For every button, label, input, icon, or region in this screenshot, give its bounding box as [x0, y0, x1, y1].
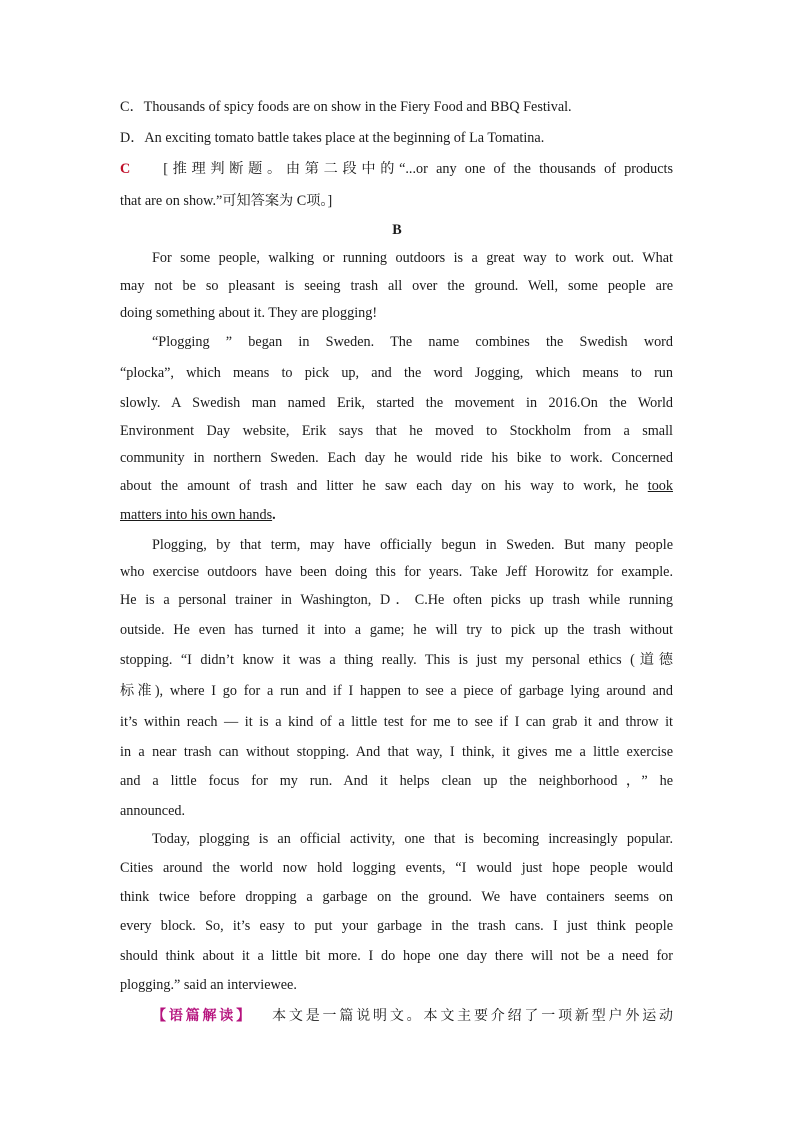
text-line: every block. So, it’s easy to put your garbage in the trash cans. I just think people: [120, 918, 673, 934]
text-line: “Plogging ” began in Sweden. The name combines the Swedish word: [152, 334, 673, 350]
text-line: 标准), where I go for a run and if I happen to see a piece of garbage lying around and: [120, 683, 673, 699]
text-line: For some people, walking or running outdoors is a great way to work out. What: [152, 250, 673, 266]
text-line: slowly. A Swedish man named Erik, started the movement in 2016.On the World: [120, 395, 673, 411]
text-line: Cities around the world now hold logging events, “I would just hope people would: [120, 860, 673, 876]
text-line: plogging.” said an interviewee.: [120, 977, 297, 993]
analysis-line: [152, 1006, 673, 1026]
answer-explanation-2: that are on show.”可知答案为 C项。]: [120, 193, 333, 209]
text-line: may not be so pleasant is seeing trash all over the ground. Well, some people are: [120, 278, 673, 294]
underlined-phrase: matters into his own hands: [120, 507, 273, 523]
text-line: who exercise outdoors have been doing this for years. Take Jeff Horowitz for example.: [120, 564, 673, 580]
analysis-tag: 【语篇解读】: [152, 1008, 253, 1024]
text-line: “plocka”, which means to pick up, and the word Jogging, which means to run: [120, 365, 673, 381]
text-line: Plogging, by that term, may have officially begun in Sweden. But many people: [152, 537, 673, 553]
text-line: [120, 505, 673, 525]
text-line: think twice before dropping a garbage on the ground. We have containers seems on: [120, 889, 673, 905]
text-line: [120, 476, 673, 496]
answer-explanation-1: [推理判断题。由第二段中的“...or any one of the thousands of products: [163, 161, 673, 177]
text-line: community in northern Sweden. Each day he would ride his bike to work. Concerned: [120, 450, 673, 466]
section-title: B: [392, 222, 402, 238]
text-line: in a near trash can without stopping. And that way, I think, it gives me a little exercise: [120, 744, 673, 760]
option-d: D．An exciting tomato battle takes place at the beginning of La Tomatina.: [120, 130, 545, 146]
text-line: Environment Day website, Erik says that he moved to Stockholm from a small: [120, 423, 673, 439]
text-line: it’s within reach — it is a kind of a little test for me to see if I can grab it and throw it: [120, 714, 673, 730]
answer-letter: C: [120, 161, 131, 177]
underlined-phrase: took: [647, 478, 673, 494]
text-line: should think about it a little bit more. I do hope one day there will not be a need for: [120, 948, 673, 964]
text-line: doing something about it. They are plogging!: [120, 305, 378, 321]
period: .: [272, 507, 276, 523]
answer-line-1: [120, 159, 673, 179]
text-line: He is a personal trainer in Washington, D．C.He often picks up trash while running: [120, 592, 673, 608]
option-c: C．Thousands of spicy foods are on show in the Fiery Food and BBQ Festival.: [120, 99, 572, 115]
text-line-content: about the amount of trash and litter he saw each day on his way to work, he took: [120, 478, 673, 494]
text-line: Today, plogging is an official activity, one that is becoming increasingly popular.: [152, 831, 673, 847]
text-line: announced.: [120, 803, 186, 819]
text-line: and a little focus for my run. And it helps clean up the neighborhood，” he: [120, 773, 673, 789]
text-line: outside. He even has turned it into a game; he will try to pick up the trash without: [120, 622, 673, 638]
text-line: stopping. “I didn’t know it was a thing really. This is just my personal ethics (道德: [120, 652, 673, 668]
analysis-text: 本文是一篇说明文。本文主要介绍了一项新型户外运动: [272, 1008, 673, 1024]
